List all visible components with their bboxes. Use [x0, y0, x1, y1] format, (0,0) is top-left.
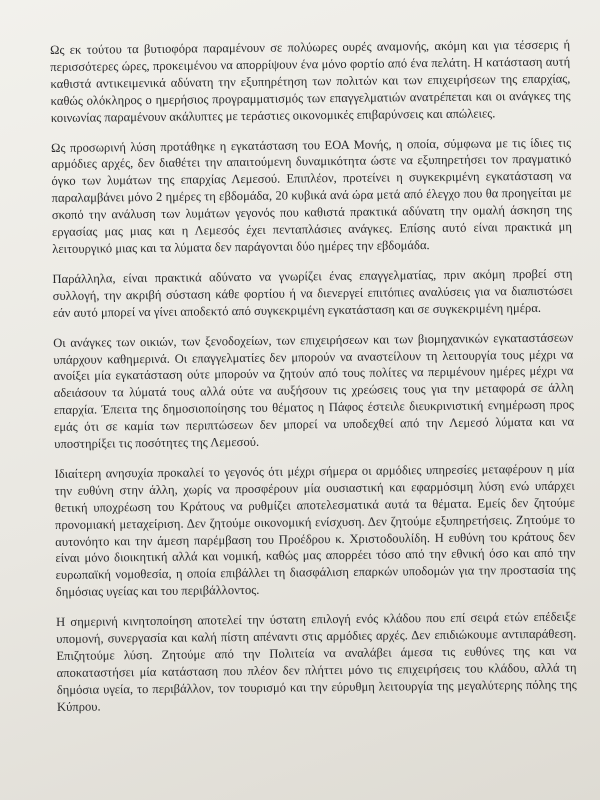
paragraph-3: Παράλληλα, είναι πρακτικά αδύνατο να γνωρίζει ένας επαγγελματίας, πριν ακόμη προβεί στη συλλογή, την ακριβή σύσταση κάθε φορτίου ή να διενεργεί επιτόπιες αναλύσεις για να διαπιστώσει εάν αυτό μπορεί να γίνει αποδεκτό από συγκεκριμένη εγκατάσταση και σε συγκεκριμένη ημέρα.	[52, 266, 573, 320]
paragraph-5: Ιδιαίτερη ανησυχία προκαλεί το γεγονός ότι μέχρι σήμερα οι αρμόδιες υπηρεσίες μεταφέρουν η μία την ευθύνη στην άλλη, χωρίς να προσφέρουν μία ουσιαστική και εφαρμόσιμη λύση ενώ υπάρχει θετική υποχρέωση του Κράτους να ρυθμίζει αποτελεσματικά αυτά τα θέματα. Εμείς δεν ζητούμε προνομιακή μεταχείριση. Δεν ζητούμε οικονομική ενίσχυση. Δεν ζητούμε εξυπηρετήσεις. Ζητούμε το αυτονόητο και την άμεση παρέμβαση του Προέδρου κ. Χριστοδουλίδη. Η ευθύνη του κράτους δεν είναι μόνο διοικητική αλλά και νομική, καθώς μας απορρέει τόσο από την εθνική όσο και από την ευρωπαϊκή νομοθεσία, η οποία επιβάλλει τη διασφάλιση επαρκών υποδομών για την προστασία της δημόσιας υγείας και του περιβάλλοντος.	[54, 461, 576, 600]
paragraph-6: Η σημερινή κινητοποίηση αποτελεί την ύστατη επιλογή ενός κλάδου που επί σειρά ετών επέδειξε υπομονή, συνεργασία και καλή πίστη απέναντι στις αρμόδιες αρχές. Δεν επιδιώκουμε αντιπαράθεση. Επιζητούμε λύση. Ζητούμε από την Πολιτεία να αναλάβει άμεσα τις ευθύνες της και να αποκαταστήσει μία κατάσταση που πλέον δεν πλήττει μόνο τις επιχειρήσεις του κλάδου, αλλά τη δημόσια υγεία, το περιβάλλον, τον τουρισμό και την εύρυθμη λειτουργία της μεγαλύτερης πόλης της Κύπρου.	[56, 609, 577, 714]
paragraph-2: Ως προσωρινή λύση προτάθηκε η εγκατάσταση του ΕΟΑ Μονής, η οποία, σύμφωνα με τις ίδιες τις αρμόδιες αρχές, δεν διαθέτει την απαιτούμενη δυναμικότητα ώστε να εξυπηρετήσει τον πραγματικό όγκο των λυμάτων της επαρχίας Λεμεσού. Επιπλέον, προτείνει η συγκεκριμένη εγκατάσταση να παραλαμβάνει μόνο 2 ημέρες τη εβδομάδα, 20 κυβικά ανά ώρα μετά από έλεγχο που θα προηγείται με σκοπό την ανάλυση των λυμάτων γεγονός που καθιστά πρακτικά αδύνατη την ομαλή άσκηση της εργασίας μας μιας και η Λεμεσός έχει πενταπλάσιες ανάγκες. Επίσης αυτό είναι πρακτικά μη λειτουργικό μιας και τα λύματα δεν παράγονται δύο ημέρες την εβδομάδα.	[51, 135, 573, 256]
paragraph-1: Ως εκ τούτου τα βυτιοφόρα παραμένουν σε πολύωρες ουρές αναμονής, ακόμη και για τέσσερις ή περισσότερες ώρες, προκειμένου να απορρίψουν ένα μόνο φορτίο από ένα πελάτη. Η κατάσταση αυτή καθιστά αντικειμενικά αδύνατη την εξυπηρέτηση των πολιτών και των επιχειρήσεων της επαρχίας, καθώς ολόκληρος ο ημερήσιος προγραμματισμός των επαγγελματιών ανατρέπεται και οι ανάγκες της κοινωνίας παραμένουν ακάλυπτες με τεράστιες οικονομικές επιβαρύνσεις και απώλειες.	[50, 37, 571, 125]
letter-body	[50, 37, 577, 729]
paragraph-4: Οι ανάγκες των οικιών, των ξενοδοχείων, των επιχειρήσεων και των βιομηχανικών εγκαταστάσεων υπάρχουν καθημερινά. Οι επαγγελματίες δεν μπορούν να αναστείλουν τη λειτουργία τους μέχρι να ανοίξει μία εγκατάσταση ούτε μπορούν να ζητούν από τους πολίτες να περιμένουν ημέρες μέχρι να αδειάσουν τα λύματά τους αλλά ούτε να αυξήσουν τις χρεώσεις τους για την μεταφορά σε άλλη επαρχία. Έπειτα της δημοσιοποίησης του θέματος η Πάφος έστειλε διευκρινιστική ενημέρωση προς εμάς ότι σε καμία των περιπτώσεων δεν μπορεί να υποδεχθεί από την Λεμεσό λύματα και να υποστηρίξει τις ποσότητες της Λεμεσού.	[53, 330, 575, 452]
